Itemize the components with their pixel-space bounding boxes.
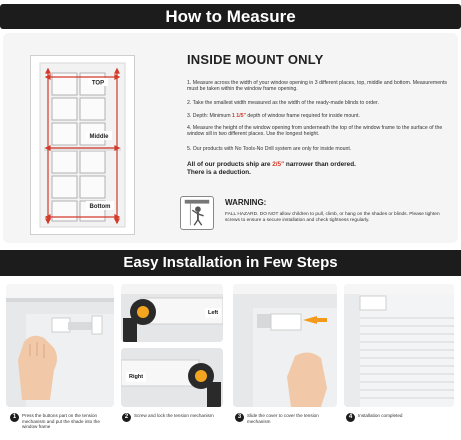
install-header: Easy Installation in Few Steps bbox=[0, 250, 461, 276]
step-caption-4: Installation completed bbox=[358, 413, 403, 418]
measure-header: How to Measure bbox=[0, 4, 461, 29]
install-step-2 bbox=[122, 413, 216, 422]
narrower-after: narrower than ordered. bbox=[284, 161, 356, 168]
child-climbing-warning-icon bbox=[180, 196, 214, 230]
warning-text: FALL HAZARD. DO NOT allow children to pull, climb, or hang on the shades or blinds. Please tighten screws to ensure a secure installation and check tightness regularly. bbox=[225, 212, 440, 223]
measure-step-3-after: depth of window frame required for inside mount. bbox=[245, 113, 360, 119]
measure-step-2: 2. Take the smallest width measured as the width of the ready-made blinds to order. bbox=[187, 100, 379, 106]
label-top: TOP bbox=[91, 80, 105, 87]
warning-title: WARNING: bbox=[225, 198, 267, 207]
step-number-3: 3 bbox=[235, 413, 244, 422]
step-number-2: 2 bbox=[122, 413, 131, 422]
depth-highlight: 1 1/5" bbox=[231, 113, 246, 119]
step-caption-1: Press the buttons part on the tension mechanism and put the shade into the window frame bbox=[22, 413, 100, 430]
left-tag: Left bbox=[205, 308, 221, 318]
install-step-4 bbox=[346, 413, 440, 422]
inside-mount-title: INSIDE MOUNT ONLY bbox=[187, 52, 324, 67]
measure-step-4: 4. Measure the height of the window opening from underneath the top of the window frame to the surface of the window sill in two different places. Use the longest height. bbox=[187, 125, 443, 138]
window-diagram bbox=[30, 55, 135, 235]
warning-box bbox=[180, 196, 450, 236]
measure-step-1: 1. Measure across the width of your window opening in 3 different places, top, middle and bottom. Measurements must be taken within the window frame opening. bbox=[187, 80, 447, 93]
install-photo-3 bbox=[233, 284, 337, 407]
narrower-before: All of our products ship are bbox=[187, 161, 273, 168]
deduction-note: There is a deduction. bbox=[187, 169, 251, 176]
install-photo-1 bbox=[6, 284, 114, 407]
install-step-1 bbox=[10, 413, 104, 430]
right-tag: Right bbox=[126, 372, 146, 382]
measure-step-3-before: 3. Depth: Minimum bbox=[187, 113, 232, 119]
install-photo-4 bbox=[344, 284, 454, 407]
narrower-highlight: 2/5" bbox=[272, 161, 285, 168]
step-caption-3: Slide the cover to cover the tension mechanism bbox=[247, 413, 319, 424]
measure-step-3 bbox=[187, 113, 449, 119]
measure-step-5: 5. Our products with No Tools-No Drill system are only for inside mount. bbox=[187, 146, 352, 152]
install-step-3 bbox=[235, 413, 329, 424]
step-number-4: 4 bbox=[346, 413, 355, 422]
label-middle: Middle bbox=[89, 134, 109, 140]
step-number-1: 1 bbox=[10, 413, 19, 422]
narrower-note bbox=[187, 161, 449, 177]
step-caption-2: Screw and lock the tension mechanism bbox=[134, 413, 214, 418]
label-bottom: Bottom bbox=[89, 204, 111, 210]
